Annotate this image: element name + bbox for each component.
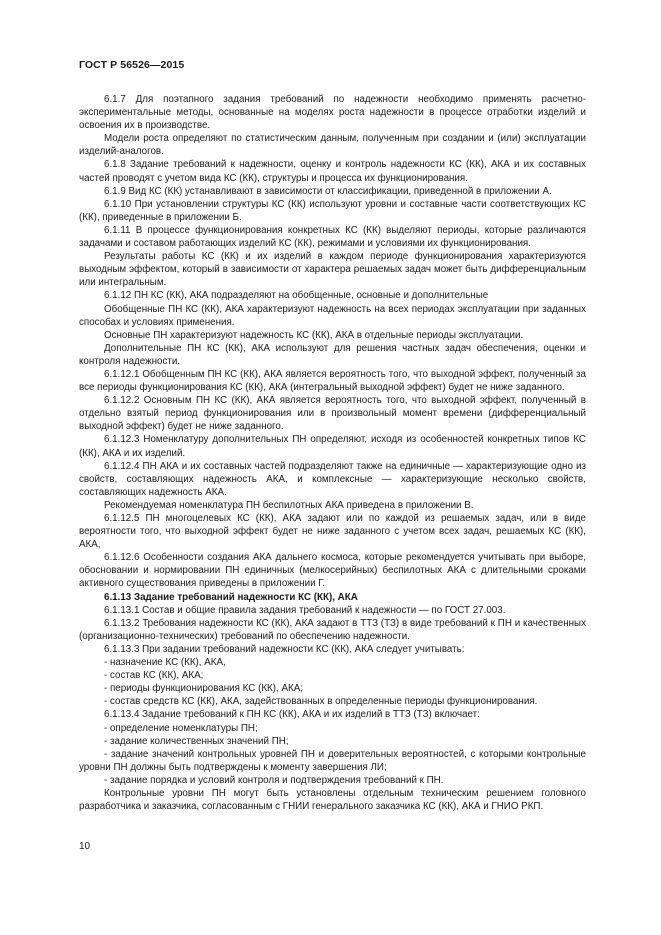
list-item: - задание количественных значений ПН; bbox=[104, 735, 289, 747]
list-item: - определение номенклатуры ПН; bbox=[104, 722, 258, 734]
paragraph: Контрольные уровни ПН могут быть установлены отдельным техническим решением головного разработчика и заказчика, согласованным с ГНИИ генерального заказчика КС (КК), АКА и ГНИО РКП. bbox=[79, 787, 586, 813]
paragraph: 6.1.12 ПН КС (КК), АКА подразделяют на обобщенные, основные и дополнительные bbox=[104, 290, 489, 302]
paragraph: Основные ПН характеризуют надежность КС (КК), АКА в отдельные периоды эксплуатации. bbox=[104, 329, 524, 341]
paragraph: 6.1.13.1 Состав и общие правила задания требований к надежности — по ГОСТ 27.003. bbox=[104, 604, 506, 616]
paragraph: 6.1.10 При установлении структуры КС (КК) используют уровни и составные части соответствующих КС (КК), приведенные в приложении Б. bbox=[79, 198, 586, 223]
list-item: - задание порядка и условий контроля и подтверждения требований к ПН. bbox=[104, 774, 444, 786]
document-body bbox=[79, 93, 586, 813]
list-item: - состав средств КС (КК), АКА, задействованных в определенные периоды функционирования. bbox=[104, 696, 538, 708]
paragraph: Результаты работы КС (КК) и их изделий в каждом периоде функционирования характеризуются выходным эффектом, который в зависимости от характера решаемых задач может быть дифференциальным или интегральным. bbox=[79, 251, 586, 289]
paragraph: 6.1.13.4 Задание требований к ПН КС (КК), АКА и их изделий в ТТЗ (ТЗ) включает: bbox=[104, 709, 480, 721]
paragraph: 6.1.12.2 Основным ПН КС (КК), АКА является вероятность того, что выходной эффект, полученный в отдельно взятый период функционирования или в произвольный момент времени (дифференциальный выходной эффект) будет не ниже заданного. bbox=[79, 395, 586, 433]
list-item: - задание значений контрольных уровней ПН и доверительных вероятностей, с которыми контрольные уровни ПН должны быть подтверждены к моменту завершения ЛИ; bbox=[79, 748, 586, 773]
paragraph: 6.1.9 Вид КС (КК) устанавливают в зависимости от классификации, приведенной в приложении А. bbox=[104, 185, 552, 197]
list-item: - состав КС (КК), АКА; bbox=[104, 670, 204, 682]
paragraph: Рекомендуемая номенклатура ПН беспилотных АКА приведена в приложении В. bbox=[104, 499, 474, 511]
paragraph: 6.1.12.3 Номенклатуру дополнительных ПН определяют, исходя из особенностей конкретных типов КС (КК), АКА и их изделий. bbox=[79, 434, 586, 459]
list-item: - назначение КС (КК), АКА, bbox=[104, 657, 226, 669]
paragraph: 6.1.11 В процессе функционирования конкретных КС (КК) выделяют периоды, которые различаются задачами и составом работающих изделий КС (КК), режимами и условиями их функционирования. bbox=[79, 224, 586, 250]
paragraph: 6.1.12.5 ПН многоцелевых КС (КК), АКА задают или по каждой из решаемых задач, или в виде вероятности того, что выходной эффект будет не ниже заданного с учетом всех задач, решаемых КС (КК), АКА, bbox=[79, 513, 586, 551]
paragraph: 6.1.7 Для поэтапного задания требований по надежности необходимо применять расчетно-экспериментальные методы, основанные на моделях роста надежности в процессе отработки изделий и освоения их в производстве. bbox=[79, 94, 586, 132]
paragraph: 6.1.13.2 Требования надежности КС (КК), АКА задают в ТТЗ (ТЗ) в виде требований к ПН и качественных (организационно-технических) требований по обеспечению надежности. bbox=[79, 617, 586, 642]
page-number: 10 bbox=[79, 841, 91, 852]
document-header: ГОСТ Р 56526—2015 bbox=[79, 59, 185, 71]
paragraph: 6.1.13.3 При задании требований надежности КС (КК), АКА следует учитывать: bbox=[104, 643, 465, 655]
section-heading: 6.1.13 Задание требований надежности КС (КК), АКА bbox=[104, 591, 358, 603]
paragraph: 6.1.12.4 ПН АКА и их составных частей подразделяют также на единичные — характеризующие одно из свойств, составляющих надежность АКА, и комплексные — характеризующие несколько свойств, составляющих надежность АКА. bbox=[79, 460, 586, 498]
paragraph: Модели роста определяют по статистическим данным, полученным при создании и (или) эксплуатации изделий-аналогов. bbox=[79, 133, 586, 158]
paragraph: 6.1.12.1 Обобщенным ПН КС (КК), АКА является вероятность того, что выходной эффект, полученный за все периоды функционирования КС (КК), АКА (интегральный выходной эффект) будет не ниже заданного. bbox=[79, 368, 586, 394]
paragraph: Дополнительные ПН КС (КК), АКА используют для решения частных задач обеспечения, оценки и контроля надежности. bbox=[79, 342, 586, 367]
paragraph: 6.1.8 Задание требований к надежности, оценку и контроль надежности КС (КК), АКА и их составных частей проводят с учетом вида КС (КК), структуры и процесса их функционирования. bbox=[79, 159, 586, 184]
paragraph: Обобщенные ПН КС (КК), АКА характеризуют надежность на всех периодах эксплуатации при заданных способах и условиях применения. bbox=[79, 303, 586, 328]
paragraph: 6.1.12.6 Особенности создания АКА дальнего космоса, которые рекомендуется учитывать при выборе, обосновании и нормировании ПН единичных (мелкосерийных) беспилотных АКА с длительными сроками активного существования приведены в приложении Г. bbox=[79, 552, 586, 590]
list-item: - периоды функционирования КС (КК), АКА; bbox=[104, 683, 303, 695]
